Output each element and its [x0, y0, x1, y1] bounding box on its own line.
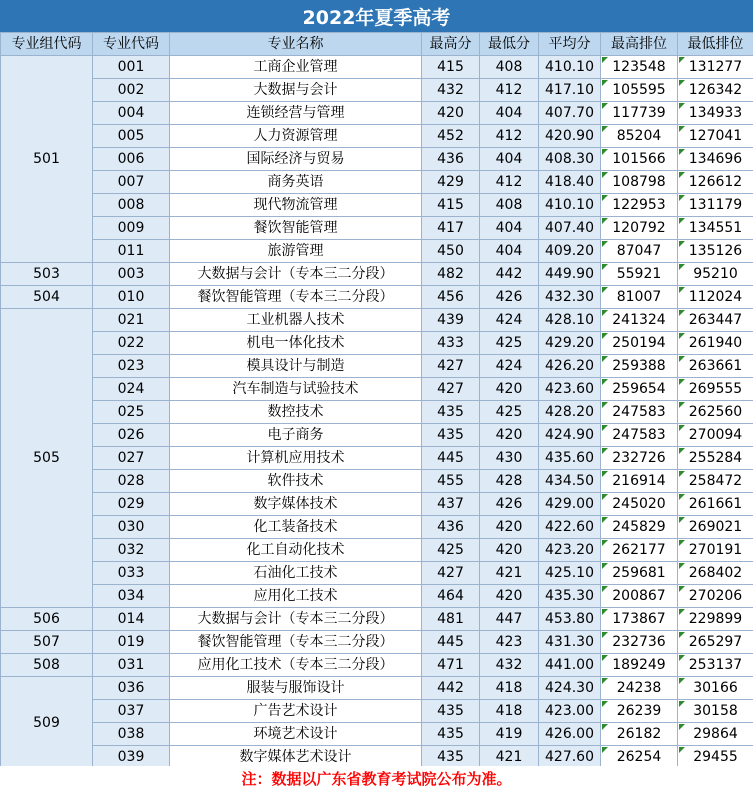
max-rank-cell: 189249 — [601, 654, 678, 677]
min-rank-cell: 269021 — [678, 516, 753, 539]
min-score-cell: 419 — [480, 723, 539, 746]
max-rank-cell: 200867 — [601, 585, 678, 608]
major-code-cell: 027 — [93, 447, 170, 470]
min-score-cell: 425 — [480, 332, 539, 355]
max-rank-cell: 87047 — [601, 240, 678, 263]
major-code-cell: 032 — [93, 539, 170, 562]
max-score-cell: 471 — [422, 654, 480, 677]
sheet-title: 2022年夏季高考 — [0, 0, 753, 33]
major-name-cell: 应用化工技术 — [170, 585, 422, 608]
min-rank-cell: 261940 — [678, 332, 753, 355]
major-code-cell: 026 — [93, 424, 170, 447]
min-rank-cell: 134696 — [678, 148, 753, 171]
table-row — [1, 56, 753, 79]
min-score-cell: 408 — [480, 194, 539, 217]
min-rank-cell: 261661 — [678, 493, 753, 516]
min-rank-cell: 255284 — [678, 447, 753, 470]
avg-score-cell: 424.30 — [539, 677, 601, 700]
major-code-cell: 025 — [93, 401, 170, 424]
table-row — [1, 516, 753, 539]
max-rank-cell: 250194 — [601, 332, 678, 355]
max-score-cell: 456 — [422, 286, 480, 309]
table-row — [1, 286, 753, 309]
max-rank-cell: 216914 — [601, 470, 678, 493]
min-rank-cell: 134551 — [678, 217, 753, 240]
min-rank-cell: 263447 — [678, 309, 753, 332]
min-score-cell: 421 — [480, 562, 539, 585]
min-rank-cell: 269555 — [678, 378, 753, 401]
group-code-cell: 509 — [1, 677, 93, 769]
max-score-cell: 425 — [422, 539, 480, 562]
table-body — [1, 56, 753, 769]
min-score-cell: 442 — [480, 263, 539, 286]
major-code-cell: 034 — [93, 585, 170, 608]
major-code-cell: 033 — [93, 562, 170, 585]
avg-score-cell: 432.30 — [539, 286, 601, 309]
major-code-cell: 002 — [93, 79, 170, 102]
max-rank-cell: 24238 — [601, 677, 678, 700]
max-rank-cell: 262177 — [601, 539, 678, 562]
major-name-cell: 数字媒体艺术设计 — [170, 746, 422, 769]
max-rank-cell: 85204 — [601, 125, 678, 148]
major-name-cell: 工商企业管理 — [170, 56, 422, 79]
min-rank-cell: 229899 — [678, 608, 753, 631]
avg-score-cell: 420.90 — [539, 125, 601, 148]
avg-score-cell: 449.90 — [539, 263, 601, 286]
major-name-cell: 数字媒体技术 — [170, 493, 422, 516]
major-code-cell: 004 — [93, 102, 170, 125]
major-code-cell: 009 — [93, 217, 170, 240]
max-score-cell: 415 — [422, 194, 480, 217]
max-rank-cell: 105595 — [601, 79, 678, 102]
max-rank-cell: 120792 — [601, 217, 678, 240]
max-score-cell: 427 — [422, 378, 480, 401]
min-score-cell: 428 — [480, 470, 539, 493]
major-code-cell: 036 — [93, 677, 170, 700]
max-rank-cell: 232736 — [601, 631, 678, 654]
major-name-cell: 旅游管理 — [170, 240, 422, 263]
major-name-cell: 餐饮智能管理 — [170, 217, 422, 240]
min-score-cell: 412 — [480, 125, 539, 148]
table-row — [1, 171, 753, 194]
avg-score-cell: 410.10 — [539, 194, 601, 217]
max-score-cell: 437 — [422, 493, 480, 516]
min-score-cell: 420 — [480, 585, 539, 608]
table-row — [1, 125, 753, 148]
min-score-cell: 421 — [480, 746, 539, 769]
table-row — [1, 447, 753, 470]
avg-score-cell: 453.80 — [539, 608, 601, 631]
min-score-cell: 420 — [480, 516, 539, 539]
major-name-cell: 广告艺术设计 — [170, 700, 422, 723]
header-major-code: 专业代码 — [93, 33, 170, 56]
table-row — [1, 608, 753, 631]
avg-score-cell: 410.10 — [539, 56, 601, 79]
major-code-cell: 007 — [93, 171, 170, 194]
max-rank-cell: 259681 — [601, 562, 678, 585]
max-rank-cell: 81007 — [601, 286, 678, 309]
max-score-cell: 427 — [422, 355, 480, 378]
min-rank-cell: 30158 — [678, 700, 753, 723]
major-name-cell: 大数据与会计（专本三二分段） — [170, 263, 422, 286]
table-row — [1, 493, 753, 516]
major-name-cell: 国际经济与贸易 — [170, 148, 422, 171]
min-rank-cell: 131277 — [678, 56, 753, 79]
max-rank-cell: 247583 — [601, 424, 678, 447]
major-name-cell: 商务英语 — [170, 171, 422, 194]
min-rank-cell: 95210 — [678, 263, 753, 286]
max-rank-cell: 259654 — [601, 378, 678, 401]
table-row — [1, 562, 753, 585]
major-name-cell: 现代物流管理 — [170, 194, 422, 217]
major-name-cell: 模具设计与制造 — [170, 355, 422, 378]
min-score-cell: 426 — [480, 493, 539, 516]
min-score-cell: 430 — [480, 447, 539, 470]
avg-score-cell: 434.50 — [539, 470, 601, 493]
avg-score-cell: 426.20 — [539, 355, 601, 378]
max-rank-cell: 232726 — [601, 447, 678, 470]
max-score-cell: 420 — [422, 102, 480, 125]
avg-score-cell: 435.60 — [539, 447, 601, 470]
group-code-cell: 508 — [1, 654, 93, 677]
max-score-cell: 436 — [422, 148, 480, 171]
min-score-cell: 404 — [480, 102, 539, 125]
header-major-name: 专业名称 — [170, 33, 422, 56]
avg-score-cell: 431.30 — [539, 631, 601, 654]
max-score-cell: 482 — [422, 263, 480, 286]
min-rank-cell: 258472 — [678, 470, 753, 493]
table-row — [1, 585, 753, 608]
max-score-cell: 435 — [422, 723, 480, 746]
avg-score-cell: 441.00 — [539, 654, 601, 677]
min-rank-cell: 262560 — [678, 401, 753, 424]
group-code-cell: 507 — [1, 631, 93, 654]
header-min-score: 最低分 — [480, 33, 539, 56]
major-code-cell: 023 — [93, 355, 170, 378]
major-name-cell: 数控技术 — [170, 401, 422, 424]
max-score-cell: 427 — [422, 562, 480, 585]
group-code-cell: 501 — [1, 56, 93, 263]
max-score-cell: 436 — [422, 516, 480, 539]
min-score-cell: 404 — [480, 240, 539, 263]
min-rank-cell: 126612 — [678, 171, 753, 194]
major-code-cell: 003 — [93, 263, 170, 286]
max-score-cell: 445 — [422, 447, 480, 470]
major-name-cell: 服装与服饰设计 — [170, 677, 422, 700]
major-name-cell: 石油化工技术 — [170, 562, 422, 585]
table-row — [1, 723, 753, 746]
avg-score-cell: 428.20 — [539, 401, 601, 424]
major-name-cell: 应用化工技术（专本三二分段） — [170, 654, 422, 677]
table-row — [1, 424, 753, 447]
table-row — [1, 470, 753, 493]
table-row — [1, 332, 753, 355]
max-rank-cell: 26239 — [601, 700, 678, 723]
min-score-cell: 404 — [480, 217, 539, 240]
min-rank-cell: 126342 — [678, 79, 753, 102]
max-score-cell: 435 — [422, 401, 480, 424]
max-score-cell: 435 — [422, 424, 480, 447]
max-rank-cell: 55921 — [601, 263, 678, 286]
major-code-cell: 024 — [93, 378, 170, 401]
table-row — [1, 654, 753, 677]
major-name-cell: 环境艺术设计 — [170, 723, 422, 746]
footnote: 注：数据以广东省教育考试院公布为准。 — [0, 766, 753, 791]
avg-score-cell: 418.40 — [539, 171, 601, 194]
major-code-cell: 006 — [93, 148, 170, 171]
min-score-cell: 420 — [480, 424, 539, 447]
header-min-rank: 最低排位 — [678, 33, 753, 56]
major-name-cell: 餐饮智能管理（专本三二分段） — [170, 286, 422, 309]
min-score-cell: 418 — [480, 677, 539, 700]
max-score-cell: 445 — [422, 631, 480, 654]
score-table — [0, 32, 753, 769]
table-row — [1, 148, 753, 171]
min-score-cell: 404 — [480, 148, 539, 171]
min-score-cell: 420 — [480, 539, 539, 562]
min-score-cell: 412 — [480, 171, 539, 194]
major-name-cell: 计算机应用技术 — [170, 447, 422, 470]
major-code-cell: 029 — [93, 493, 170, 516]
avg-score-cell: 425.10 — [539, 562, 601, 585]
major-name-cell: 工业机器人技术 — [170, 309, 422, 332]
table-row — [1, 378, 753, 401]
min-rank-cell: 270206 — [678, 585, 753, 608]
major-code-cell: 019 — [93, 631, 170, 654]
header-row — [1, 33, 753, 56]
avg-score-cell: 422.60 — [539, 516, 601, 539]
table-row — [1, 194, 753, 217]
group-code-cell: 505 — [1, 309, 93, 608]
major-name-cell: 大数据与会计（专本三二分段） — [170, 608, 422, 631]
major-code-cell: 011 — [93, 240, 170, 263]
min-rank-cell: 265297 — [678, 631, 753, 654]
avg-score-cell: 409.20 — [539, 240, 601, 263]
group-code-cell: 506 — [1, 608, 93, 631]
table-row — [1, 240, 753, 263]
max-rank-cell: 117739 — [601, 102, 678, 125]
min-score-cell: 412 — [480, 79, 539, 102]
avg-score-cell: 428.10 — [539, 309, 601, 332]
table-row — [1, 677, 753, 700]
max-score-cell: 452 — [422, 125, 480, 148]
max-rank-cell: 241324 — [601, 309, 678, 332]
table-row — [1, 355, 753, 378]
major-name-cell: 汽车制造与试验技术 — [170, 378, 422, 401]
major-code-cell: 037 — [93, 700, 170, 723]
major-name-cell: 化工装备技术 — [170, 516, 422, 539]
major-name-cell: 人力资源管理 — [170, 125, 422, 148]
table-row — [1, 401, 753, 424]
major-name-cell: 大数据与会计 — [170, 79, 422, 102]
min-rank-cell: 29455 — [678, 746, 753, 769]
header-avg-score: 平均分 — [539, 33, 601, 56]
min-rank-cell: 30166 — [678, 677, 753, 700]
max-rank-cell: 122953 — [601, 194, 678, 217]
major-code-cell: 030 — [93, 516, 170, 539]
major-code-cell: 022 — [93, 332, 170, 355]
min-score-cell: 424 — [480, 355, 539, 378]
min-rank-cell: 29864 — [678, 723, 753, 746]
table-row — [1, 700, 753, 723]
major-name-cell: 软件技术 — [170, 470, 422, 493]
avg-score-cell: 427.60 — [539, 746, 601, 769]
max-score-cell: 415 — [422, 56, 480, 79]
max-score-cell: 442 — [422, 677, 480, 700]
min-rank-cell: 270191 — [678, 539, 753, 562]
major-code-cell: 010 — [93, 286, 170, 309]
max-rank-cell: 26182 — [601, 723, 678, 746]
min-rank-cell: 253137 — [678, 654, 753, 677]
table-row — [1, 102, 753, 125]
major-code-cell: 028 — [93, 470, 170, 493]
min-score-cell: 425 — [480, 401, 539, 424]
min-rank-cell: 263661 — [678, 355, 753, 378]
max-score-cell: 435 — [422, 746, 480, 769]
major-name-cell: 连锁经营与管理 — [170, 102, 422, 125]
avg-score-cell: 408.30 — [539, 148, 601, 171]
max-score-cell: 439 — [422, 309, 480, 332]
avg-score-cell: 423.20 — [539, 539, 601, 562]
major-code-cell: 031 — [93, 654, 170, 677]
table-row — [1, 79, 753, 102]
min-score-cell: 447 — [480, 608, 539, 631]
major-code-cell: 005 — [93, 125, 170, 148]
group-code-cell: 503 — [1, 263, 93, 286]
max-score-cell: 433 — [422, 332, 480, 355]
max-rank-cell: 108798 — [601, 171, 678, 194]
max-rank-cell: 101566 — [601, 148, 678, 171]
avg-score-cell: 407.70 — [539, 102, 601, 125]
table-row — [1, 309, 753, 332]
avg-score-cell: 423.60 — [539, 378, 601, 401]
min-score-cell: 423 — [480, 631, 539, 654]
avg-score-cell: 407.40 — [539, 217, 601, 240]
min-score-cell: 420 — [480, 378, 539, 401]
avg-score-cell: 423.00 — [539, 700, 601, 723]
header-max-score: 最高分 — [422, 33, 480, 56]
max-score-cell: 417 — [422, 217, 480, 240]
min-rank-cell: 131179 — [678, 194, 753, 217]
avg-score-cell: 435.30 — [539, 585, 601, 608]
min-rank-cell: 127041 — [678, 125, 753, 148]
min-score-cell: 418 — [480, 700, 539, 723]
major-code-cell: 014 — [93, 608, 170, 631]
max-score-cell: 455 — [422, 470, 480, 493]
min-rank-cell: 134933 — [678, 102, 753, 125]
major-code-cell: 001 — [93, 56, 170, 79]
min-score-cell: 432 — [480, 654, 539, 677]
major-code-cell: 038 — [93, 723, 170, 746]
max-score-cell: 450 — [422, 240, 480, 263]
max-rank-cell: 245020 — [601, 493, 678, 516]
min-score-cell: 424 — [480, 309, 539, 332]
avg-score-cell: 424.90 — [539, 424, 601, 447]
major-code-cell: 039 — [93, 746, 170, 769]
table-row — [1, 631, 753, 654]
group-code-cell: 504 — [1, 286, 93, 309]
max-score-cell: 429 — [422, 171, 480, 194]
max-score-cell: 481 — [422, 608, 480, 631]
avg-score-cell: 429.00 — [539, 493, 601, 516]
major-name-cell: 餐饮智能管理（专本三二分段） — [170, 631, 422, 654]
max-rank-cell: 26254 — [601, 746, 678, 769]
major-code-cell: 021 — [93, 309, 170, 332]
max-rank-cell: 259388 — [601, 355, 678, 378]
min-rank-cell: 268402 — [678, 562, 753, 585]
header-max-rank: 最高排位 — [601, 33, 678, 56]
table-row — [1, 539, 753, 562]
major-name-cell: 电子商务 — [170, 424, 422, 447]
major-name-cell: 化工自动化技术 — [170, 539, 422, 562]
header-group-code: 专业组代码 — [1, 33, 93, 56]
table-row — [1, 217, 753, 240]
max-rank-cell: 247583 — [601, 401, 678, 424]
major-name-cell: 机电一体化技术 — [170, 332, 422, 355]
max-rank-cell: 123548 — [601, 56, 678, 79]
max-rank-cell: 173867 — [601, 608, 678, 631]
max-score-cell: 435 — [422, 700, 480, 723]
avg-score-cell: 429.20 — [539, 332, 601, 355]
max-rank-cell: 245829 — [601, 516, 678, 539]
min-score-cell: 408 — [480, 56, 539, 79]
min-rank-cell: 270094 — [678, 424, 753, 447]
avg-score-cell: 426.00 — [539, 723, 601, 746]
min-rank-cell: 135126 — [678, 240, 753, 263]
avg-score-cell: 417.10 — [539, 79, 601, 102]
max-score-cell: 432 — [422, 79, 480, 102]
max-score-cell: 464 — [422, 585, 480, 608]
min-score-cell: 426 — [480, 286, 539, 309]
major-code-cell: 008 — [93, 194, 170, 217]
table-row — [1, 263, 753, 286]
min-rank-cell: 112024 — [678, 286, 753, 309]
